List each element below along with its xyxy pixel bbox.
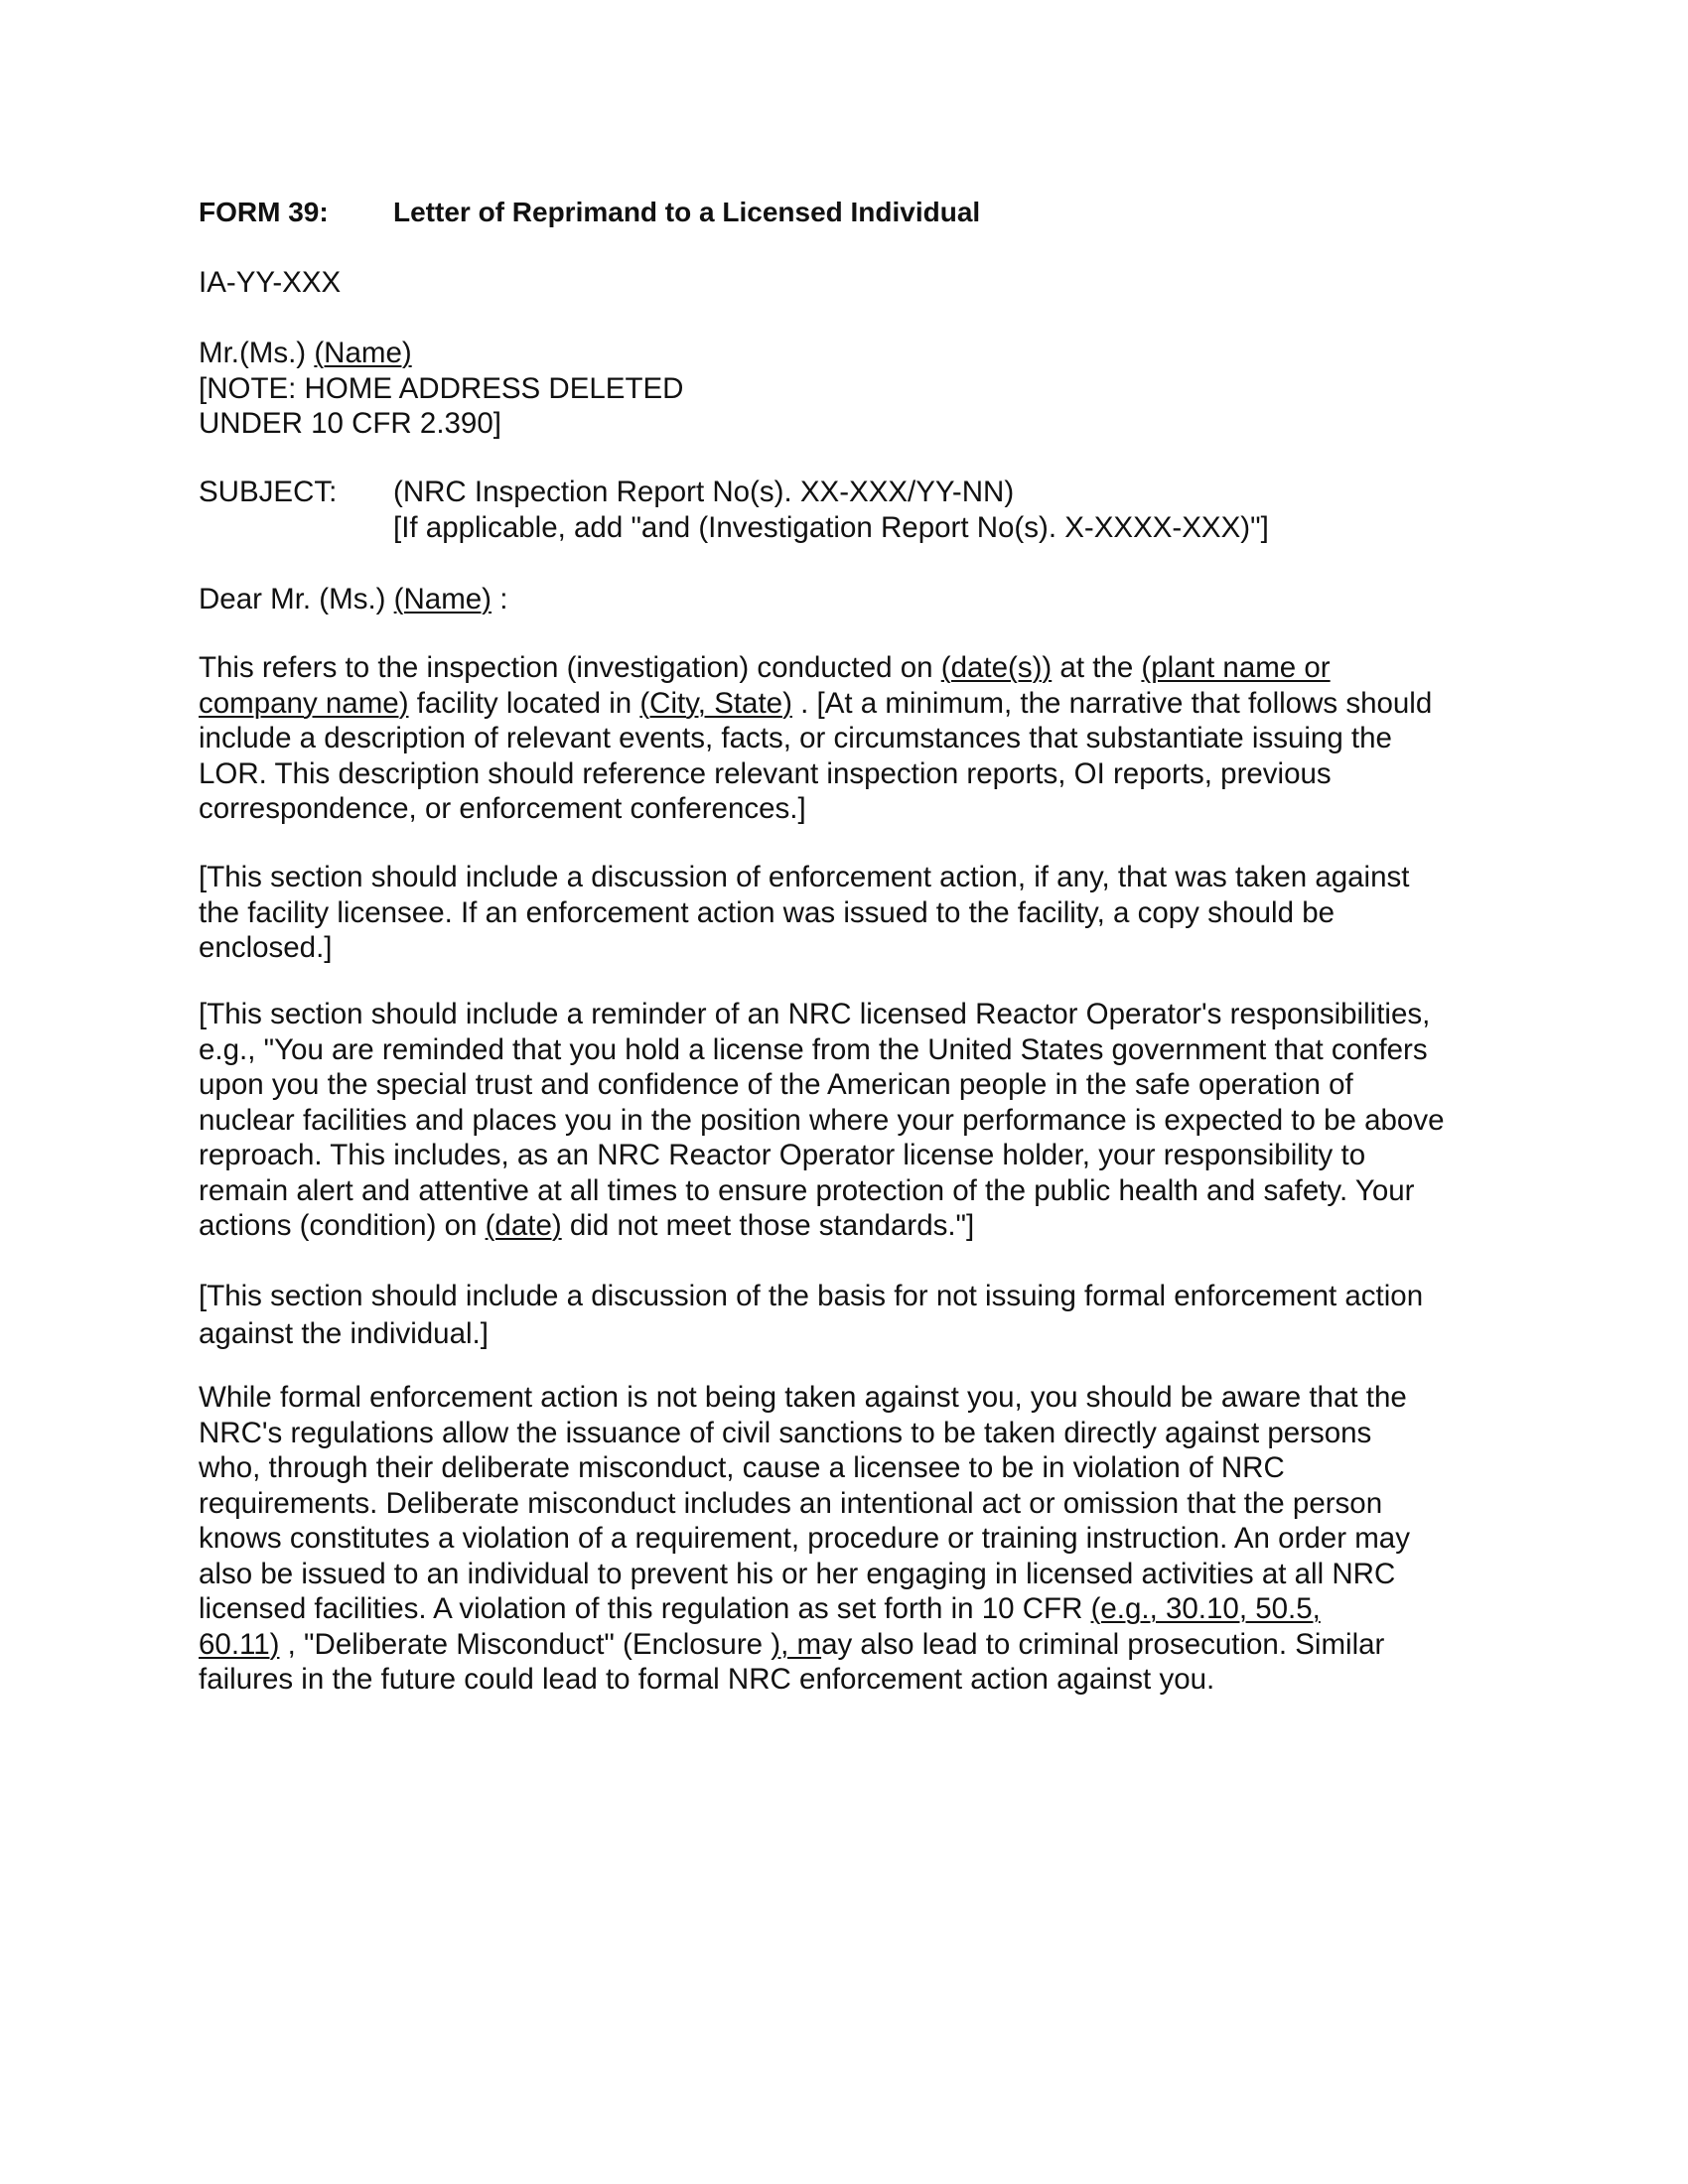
reference-number: IA-YY-XXX (199, 266, 342, 299)
city-state-placeholder: (City, State) (639, 686, 792, 720)
addressee-block (199, 336, 683, 442)
plant-name-placeholder: (plant name or (1141, 651, 1331, 684)
address-note-line1: [NOTE: HOME ADDRESS DELETED (199, 371, 684, 405)
company-name-placeholder: company name) (199, 686, 409, 720)
subject-line1: (NRC Inspection Report No(s). XX-XXX/YY-NN) (393, 476, 1015, 508)
enclosure-placeholder: ), m (771, 1627, 822, 1661)
form-number: FORM 39: (199, 197, 329, 227)
salutation: Dear Mr. (Ms.) (Name) : (199, 583, 508, 615)
paragraph-basis-no-enforcement: [This section should include a discussion of the basis for not issuing formal enforcement action against the individual.] (199, 1280, 1424, 1350)
name-placeholder: (Name) (314, 337, 412, 369)
paragraph-facility-enforcement: [This section should include a discussion of enforcement action, if any, that was taken against the facility licensee. If an enforcement action was issued to the facility, a copy should be enclosed.] (199, 861, 1410, 964)
addressee-name-line: Mr.(Ms.) (Name) (199, 337, 412, 369)
paragraph-operator-responsibilities: [This section should include a reminder of an NRC licensed Reactor Operator's responsibilities, e.g., "You are reminded that you hold a license from the United States government that confers upon you the special trust and confidence of the American people in the safe operation of nuclear facilities and places you in the position where your performance is expected to be above reproach. This includes, as an NRC Reactor Operator license holder, your responsibility to remain alert and attentive at all times to ensure protection of the public health and safety. Your actions (condition) on (date) did not meet those standards."] (199, 998, 1445, 1242)
salutation-name-placeholder: (Name) (393, 583, 492, 615)
paragraph-deliberate-misconduct: While formal enforcement action is not being taken against you, you should be aware that the NRC's regulations allow the issuance of civil sanctions to be taken directly against persons who, through their deliberate misconduct, cause a licensee to be in violation of NRC requirements. Deliberate misconduct includes an intentional act or omission that the person knows constitutes a violation of a requirement, procedure or training instruction. An order may also be issued to an individual to prevent his or her engaging in licensed activities at all NRC licensed facilities. A violation of this regulation as set forth in 10 CFR (e.g., 30.10, 50.5, 60.11) , "Deliberate Misconduct" (Enclosure ), may also lead to criminal prosecution. Similar failures in the future could lead to formal NRC enforcement action against you. (199, 1381, 1410, 1696)
dates-placeholder: (date(s)) (940, 651, 1053, 684)
subject-label: SUBJECT: (199, 476, 338, 508)
form-title-text: Letter of Reprimand to a Licensed Individual (393, 197, 981, 227)
cfr-sections-placeholder-cont: 60.11) (199, 1627, 280, 1661)
form-title (199, 195, 981, 230)
paragraph-inspection-narrative: This refers to the inspection (investigation) conducted on (date(s)) at the (plant name or company name) facility located in (City, State) . [At a minimum, the narrative that follows should include a description of relevant events, facts, or circumstances that substantiate issuing the LOR. This description should reference relevant inspection reports, OI reports, previous correspondence, or enforcement conferences.] (199, 651, 1433, 825)
subject-line2: [If applicable, add "and (Investigation Report No(s). X-XXXX-XXX)"] (393, 511, 1269, 544)
subject-block (199, 475, 1519, 546)
cfr-sections-placeholder: (e.g., 30.10, 50.5, (1090, 1592, 1321, 1625)
date-placeholder: (date) (485, 1209, 562, 1242)
address-note-line2: UNDER 10 CFR 2.390] (199, 407, 501, 440)
